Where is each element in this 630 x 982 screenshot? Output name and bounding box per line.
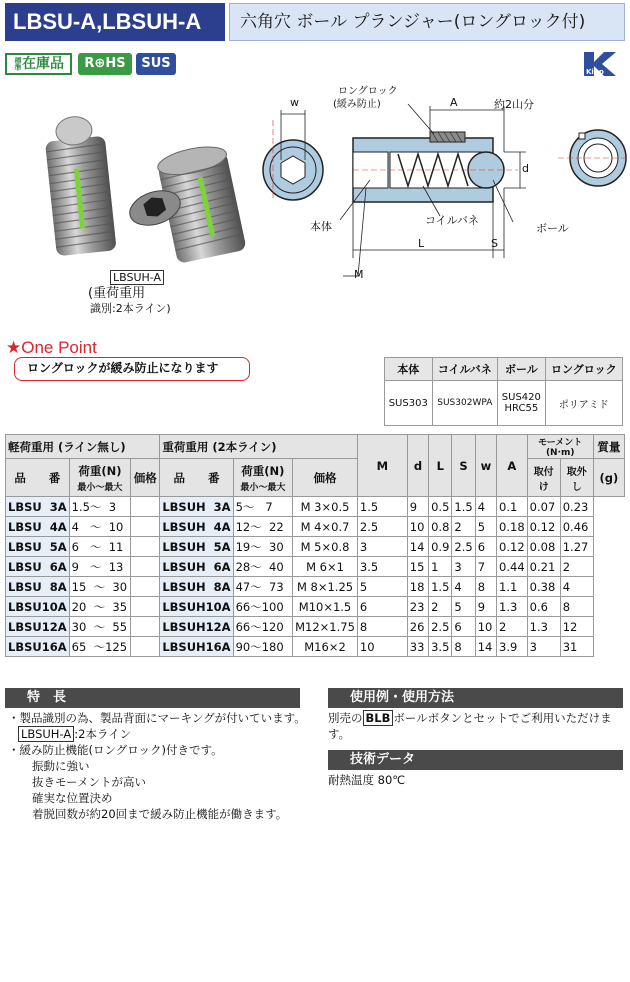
col-part-light: 品 番 [6, 459, 70, 497]
feature-line: 振動に強い [32, 759, 90, 773]
cell-moment-install: 0.08 [527, 537, 560, 557]
features-section-header: 特 長 [5, 688, 300, 708]
page-header [0, 0, 630, 44]
cell-M: 5 [357, 577, 407, 597]
feature-line: 確実な位置決め [32, 791, 113, 805]
cell-moment-install: 3 [527, 637, 560, 657]
cell-L: 2 [429, 597, 452, 617]
cell-moment-install: 0.6 [527, 597, 560, 617]
tech-section-header: 技術データ [328, 750, 623, 770]
cell-w: 5 [475, 517, 496, 537]
cell-M: 6 [357, 597, 407, 617]
materials-header: コイルバネ [432, 358, 498, 381]
cell-moment-remove: 31 [560, 637, 593, 657]
col-L: L [429, 435, 452, 497]
cell-part-light: LBSU 4A [6, 517, 70, 537]
cell-L: 0.8 [429, 517, 452, 537]
cell-moment-remove: 8 [560, 597, 593, 617]
spec-row [6, 557, 625, 577]
cell-price-light [131, 577, 160, 597]
col-A: A [497, 435, 528, 497]
cell-S: 4 [452, 577, 475, 597]
stock-badge-label: 在庫品 [22, 56, 64, 72]
cell-moment-install: 0.07 [527, 497, 560, 517]
spec-group-row [6, 435, 625, 459]
spec-row [6, 497, 625, 517]
cell-price-heavy: M10×1.5 [293, 597, 358, 617]
cell-L: 0.9 [429, 537, 452, 557]
usage-section-header: 使用例・使用方法 [328, 688, 623, 708]
col-install: 取付け [527, 459, 560, 497]
group-light-header: 軽荷重用 (ライン無し) [6, 435, 160, 459]
cell-moment-remove: 1.27 [560, 537, 593, 557]
stock-badge-small: 標準 [14, 57, 22, 71]
thread-note: 約2山分 [494, 98, 534, 111]
cell-part-light: LBSU10A [6, 597, 70, 617]
cell-S: 2 [452, 517, 475, 537]
materials-value: SUS420 HRC55 [498, 381, 546, 426]
cell-load-light: 9 〜 13 [69, 557, 131, 577]
cell-S: 2.5 [452, 537, 475, 557]
col-load-label: 荷重(N) [78, 463, 122, 478]
feature-line: 着脱回数が約20回まで緩み防止機能が働きます。 [32, 807, 288, 821]
spec-row [6, 597, 625, 617]
cell-part-heavy: LBSUH 6A [160, 557, 233, 577]
cell-w: 14 [475, 637, 496, 657]
col-remove: 取外し [560, 459, 593, 497]
cell-load-light: 4 〜 10 [69, 517, 131, 537]
cell-M: 8 [357, 617, 407, 637]
rohs-badge: R⊕HS [78, 53, 132, 75]
cell-L: 3.5 [429, 637, 452, 657]
col-d: d [407, 435, 428, 497]
spec-header-row [6, 459, 625, 497]
cell-S: 5 [452, 597, 475, 617]
col-mass-unit: (g) [593, 459, 624, 497]
cell-load-heavy: 66〜120 [233, 617, 293, 637]
col-price-light: 価格 [131, 459, 160, 497]
cell-w: 8 [475, 577, 496, 597]
coil-label: コイルバネ [425, 214, 479, 227]
tech-text: 耐熱温度 80℃ [328, 773, 406, 787]
cell-price-heavy: M12×1.75 [293, 617, 358, 637]
cell-load-light: 30 〜 55 [69, 617, 131, 637]
feature-line: ・緩み防止機能(ロングロック)付きです。 [8, 743, 223, 757]
cell-load-heavy: 28〜 40 [233, 557, 293, 577]
cell-price-heavy: M16×2 [293, 637, 358, 657]
photo-caption-2: 識別:2本ライン) [90, 302, 171, 315]
cell-L: 1.5 [429, 577, 452, 597]
col-mass: 質量 [593, 435, 624, 459]
cell-w: 9 [475, 597, 496, 617]
cell-A: 0.1 [497, 497, 528, 517]
spec-row [6, 617, 625, 637]
spec-row [6, 517, 625, 537]
cell-d: 26 [407, 617, 428, 637]
cell-A: 1.1 [497, 577, 528, 597]
cell-load-heavy: 66〜100 [233, 597, 293, 617]
col-w: w [475, 435, 496, 497]
materials-value: SUS302WPA [432, 381, 498, 426]
cell-moment-remove: 2 [560, 557, 593, 577]
dim-M-label: M [354, 268, 364, 281]
cell-part-heavy: LBSUH 3A [160, 497, 233, 517]
cell-A: 0.44 [497, 557, 528, 577]
cell-load-heavy: 19〜 30 [233, 537, 293, 557]
photo-caption-1: (重荷重用 [88, 286, 146, 301]
cell-part-heavy: LBSUH16A [160, 637, 233, 657]
one-point-box [14, 357, 250, 381]
cell-A: 0.12 [497, 537, 528, 557]
cell-load-light: 1.5〜 3 [69, 497, 131, 517]
cell-price-light [131, 557, 160, 577]
technical-drawing [258, 80, 628, 290]
cell-w: 4 [475, 497, 496, 517]
cell-price-light [131, 617, 160, 637]
cell-w: 10 [475, 617, 496, 637]
cell-A: 2 [497, 617, 528, 637]
cell-part-heavy: LBSUH 5A [160, 537, 233, 557]
features-list [8, 710, 308, 822]
cell-part-light: LBSU 3A [6, 497, 70, 517]
cell-part-light: LBSU 5A [6, 537, 70, 557]
longlock-note: (緩み防止) [333, 99, 381, 110]
col-load-sub: 最小〜最大 [240, 482, 286, 493]
feature-tag: LBSUH-A [18, 726, 74, 742]
col-S: S [452, 435, 475, 497]
cell-price-heavy: M 8×1.25 [293, 577, 358, 597]
ball-label: ボール [536, 222, 569, 235]
cell-moment-remove: 0.23 [560, 497, 593, 517]
cell-M: 3.5 [357, 557, 407, 577]
cell-load-heavy: 5〜 7 [233, 497, 293, 517]
dim-A-label: A [450, 96, 458, 109]
cell-S: 1.5 [452, 497, 475, 517]
feature-line: ・製品識別の為、製品背面にマーキングが付いています。 [8, 711, 306, 725]
materials-header: 本体 [385, 358, 433, 381]
cell-A: 3.9 [497, 637, 528, 657]
cell-d: 14 [407, 537, 428, 557]
cell-price-heavy: M 5×0.8 [293, 537, 358, 557]
cell-d: 23 [407, 597, 428, 617]
one-point-text: ロングロックが緩み防止になります [27, 361, 219, 375]
cell-M: 1.5 [357, 497, 407, 517]
dim-L-label: L [418, 237, 425, 250]
materials-value: ポリアミド [545, 381, 622, 426]
spec-row [6, 537, 625, 557]
cell-part-light: LBSU16A [6, 637, 70, 657]
materials-value: SUS303 [385, 381, 433, 426]
materials-header: ロングロック [545, 358, 622, 381]
photo-tag-label: LBSUH-A [110, 270, 164, 285]
cell-moment-install: 0.38 [527, 577, 560, 597]
col-load-heavy [233, 459, 293, 497]
cell-w: 7 [475, 557, 496, 577]
usage-tag: BLB [363, 710, 394, 726]
cell-price-light [131, 597, 160, 617]
col-load-label: 荷重(N) [241, 463, 285, 478]
cell-part-heavy: LBSUH 8A [160, 577, 233, 597]
spec-row [6, 577, 625, 597]
cell-load-light: 15 〜 30 [69, 577, 131, 597]
materials-header-row [385, 358, 623, 381]
cell-part-light: LBSU 6A [6, 557, 70, 577]
cell-M: 10 [357, 637, 407, 657]
cell-price-light [131, 637, 160, 657]
product-name-title: 六角穴 ボール プランジャー(ロングロック付) [229, 3, 625, 41]
cell-S: 8 [452, 637, 475, 657]
cell-A: 0.18 [497, 517, 528, 537]
cell-M: 2.5 [357, 517, 407, 537]
cell-load-light: 65 〜125 [69, 637, 131, 657]
group-heavy-header: 重荷重用 (2本ライン) [160, 435, 358, 459]
spec-row [6, 637, 625, 657]
cell-part-heavy: LBSUH12A [160, 617, 233, 637]
sus-badge: SUS [136, 53, 176, 75]
cell-load-light: 20 〜 35 [69, 597, 131, 617]
cell-d: 10 [407, 517, 428, 537]
col-moment: モーメント(N·m) [527, 435, 593, 459]
usage-pre: 別売の [328, 711, 363, 725]
usage-text [328, 710, 628, 742]
feature-line: 抜きモーメントが高い [32, 775, 146, 789]
dim-S-label: S [491, 237, 498, 250]
cell-part-heavy: LBSUH10A [160, 597, 233, 617]
cell-d: 9 [407, 497, 428, 517]
product-photo [40, 108, 255, 268]
kipp-logo [580, 50, 620, 78]
cell-M: 3 [357, 537, 407, 557]
col-M: M [357, 435, 407, 497]
cell-moment-remove: 4 [560, 577, 593, 597]
cell-part-light: LBSU 8A [6, 577, 70, 597]
cell-d: 33 [407, 637, 428, 657]
cell-moment-install: 0.21 [527, 557, 560, 577]
cell-S: 6 [452, 617, 475, 637]
cell-moment-install: 0.12 [527, 517, 560, 537]
cell-price-light [131, 497, 160, 517]
kipp-logo-text: Kipp [586, 68, 604, 76]
cell-part-heavy: LBSUH 4A [160, 517, 233, 537]
col-load-sub: 最小〜最大 [77, 482, 123, 493]
cell-part-light: LBSU12A [6, 617, 70, 637]
cell-L: 0.5 [429, 497, 452, 517]
materials-table [384, 357, 623, 426]
materials-header: ボール [498, 358, 546, 381]
cell-price-heavy: M 6×1 [293, 557, 358, 577]
cell-load-heavy: 47〜 73 [233, 577, 293, 597]
cell-load-heavy: 90〜180 [233, 637, 293, 657]
cell-S: 3 [452, 557, 475, 577]
product-code-title: LBSU-A,LBSUH-A [5, 3, 225, 41]
dim-d-label: d [522, 162, 529, 175]
dim-w-label: w [290, 96, 299, 109]
longlock-label: ロングロック [338, 86, 398, 97]
cell-price-heavy: M 3×0.5 [293, 497, 358, 517]
usage-post: ボールボタンとセットでご利用いただけます。 [328, 711, 612, 741]
spec-table [5, 434, 625, 657]
materials-value-row [385, 381, 623, 426]
stock-badge [5, 53, 72, 75]
one-point-title: ★One Point [6, 338, 97, 357]
cell-load-heavy: 12〜 22 [233, 517, 293, 537]
cell-d: 18 [407, 577, 428, 597]
feature-tag-text: :2本ライン [74, 727, 132, 741]
cell-price-light [131, 537, 160, 557]
cell-L: 2.5 [429, 617, 452, 637]
col-load-light [69, 459, 131, 497]
cell-moment-remove: 0.46 [560, 517, 593, 537]
cell-price-light [131, 517, 160, 537]
col-price-heavy: 価格 [293, 459, 358, 497]
body-label: 本体 [310, 220, 332, 233]
cell-moment-remove: 12 [560, 617, 593, 637]
col-part-heavy: 品 番 [160, 459, 233, 497]
feature-line [8, 726, 308, 742]
cell-moment-install: 1.3 [527, 617, 560, 637]
cell-price-heavy: M 4×0.7 [293, 517, 358, 537]
cell-L: 1 [429, 557, 452, 577]
cell-load-light: 6 〜 11 [69, 537, 131, 557]
cell-d: 15 [407, 557, 428, 577]
cell-A: 1.3 [497, 597, 528, 617]
cell-w: 6 [475, 537, 496, 557]
